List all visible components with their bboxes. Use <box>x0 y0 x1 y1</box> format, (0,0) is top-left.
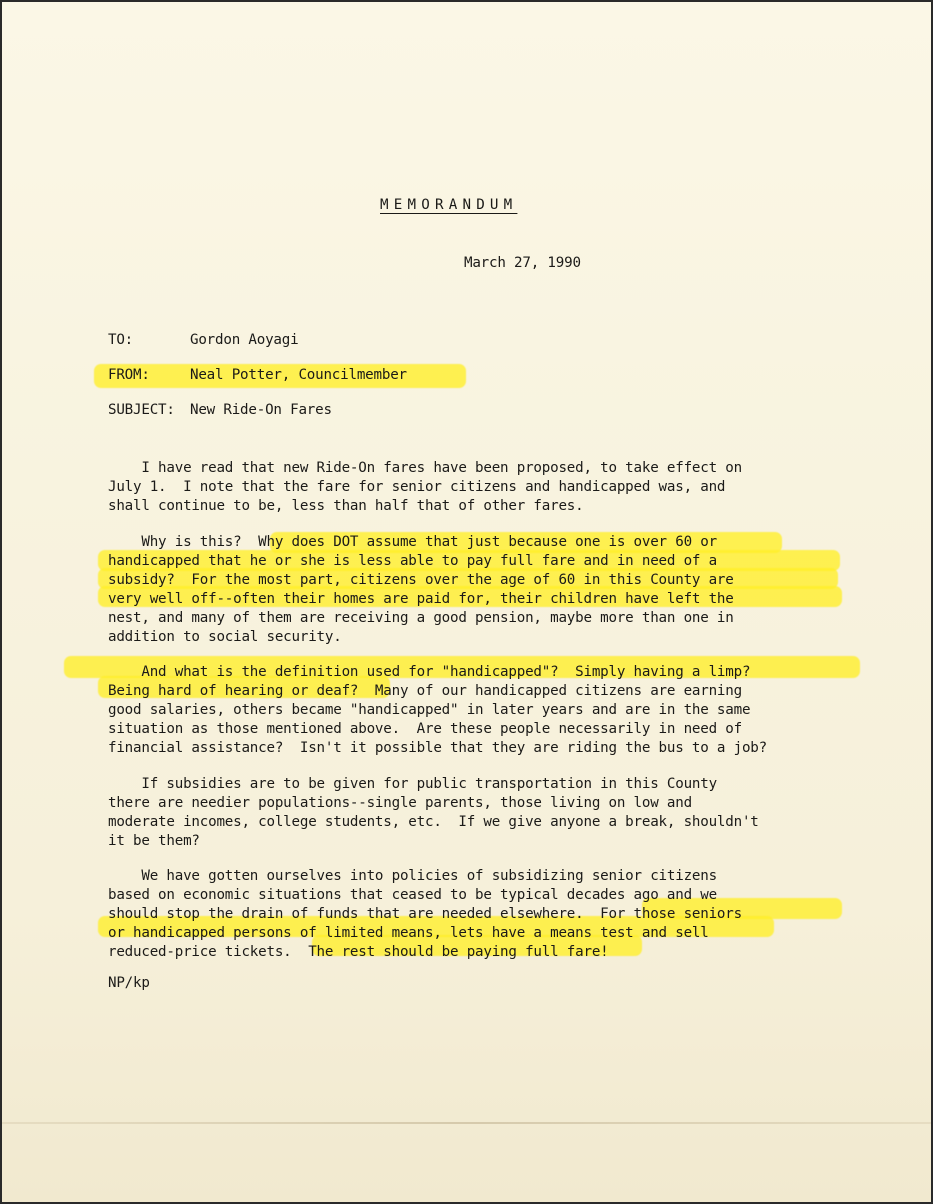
paragraph-line: shall continue to be, less than half that of other fares. <box>108 498 584 514</box>
paragraph-line: good salaries, others became "handicapped" in later years and are in the same <box>108 702 751 718</box>
paragraph-line: moderate incomes, college students, etc. If we give anyone a break, shouldn't <box>108 814 759 830</box>
typist-initials: NP/kp <box>108 975 150 991</box>
paragraph-line: handicapped that he or she is less able to pay full fare and in need of a <box>108 553 717 569</box>
paragraph-line: or handicapped persons of limited means, lets have a means test and sell <box>108 925 709 941</box>
memo-title: MEMORANDUM <box>380 197 518 213</box>
to-label: TO: <box>108 332 134 348</box>
to-value: Gordon Aoyagi <box>190 332 299 348</box>
from-value: Neal Potter, Councilmember <box>190 367 407 383</box>
paragraph-line: subsidy? For the most part, citizens over the age of 60 in this County are <box>108 572 734 588</box>
paragraph-line: addition to social security. <box>108 629 342 645</box>
paragraph-line: should stop the drain of funds that are needed elsewhere. For those seniors <box>108 906 742 922</box>
paragraph-line: And what is the definition used for "handicapped"? Simply having a limp? <box>108 664 751 680</box>
subject-value: New Ride-On Fares <box>190 402 332 418</box>
paragraph-line: Why is this? Why does DOT assume that just because one is over 60 or <box>108 534 717 550</box>
paragraph-line: situation as those mentioned above. Are these people necessarily in need of <box>108 721 742 737</box>
paragraph-line: nest, and many of them are receiving a good pension, maybe more than one in <box>108 610 734 626</box>
memo-date: March 27, 1990 <box>464 255 581 271</box>
paragraph-line: there are needier populations--single parents, those living on low and <box>108 795 692 811</box>
paragraph-line: I have read that new Ride-On fares have been proposed, to take effect on <box>108 460 742 476</box>
paragraph-line: July 1. I note that the fare for senior citizens and handicapped was, and <box>108 479 726 495</box>
paragraph-line: based on economic situations that ceased to be typical decades ago and we <box>108 887 717 903</box>
paragraph-line: very well off--often their homes are paid for, their children have left the <box>108 591 734 607</box>
subject-label: SUBJECT: <box>108 402 175 418</box>
paragraph-line: Being hard of hearing or deaf? Many of our handicapped citizens are earning <box>108 683 742 699</box>
paper-fold-crease <box>2 1122 931 1124</box>
paragraph-line: reduced-price tickets. The rest should be paying full fare! <box>108 944 609 960</box>
paragraph-line: financial assistance? Isn't it possible that they are riding the bus to a job? <box>108 740 767 756</box>
paragraph-line: We have gotten ourselves into policies of subsidizing senior citizens <box>108 868 717 884</box>
paragraph-line: If subsidies are to be given for public transportation in this County <box>108 776 717 792</box>
from-label: FROM: <box>108 367 150 383</box>
paragraph-line: it be them? <box>108 833 200 849</box>
